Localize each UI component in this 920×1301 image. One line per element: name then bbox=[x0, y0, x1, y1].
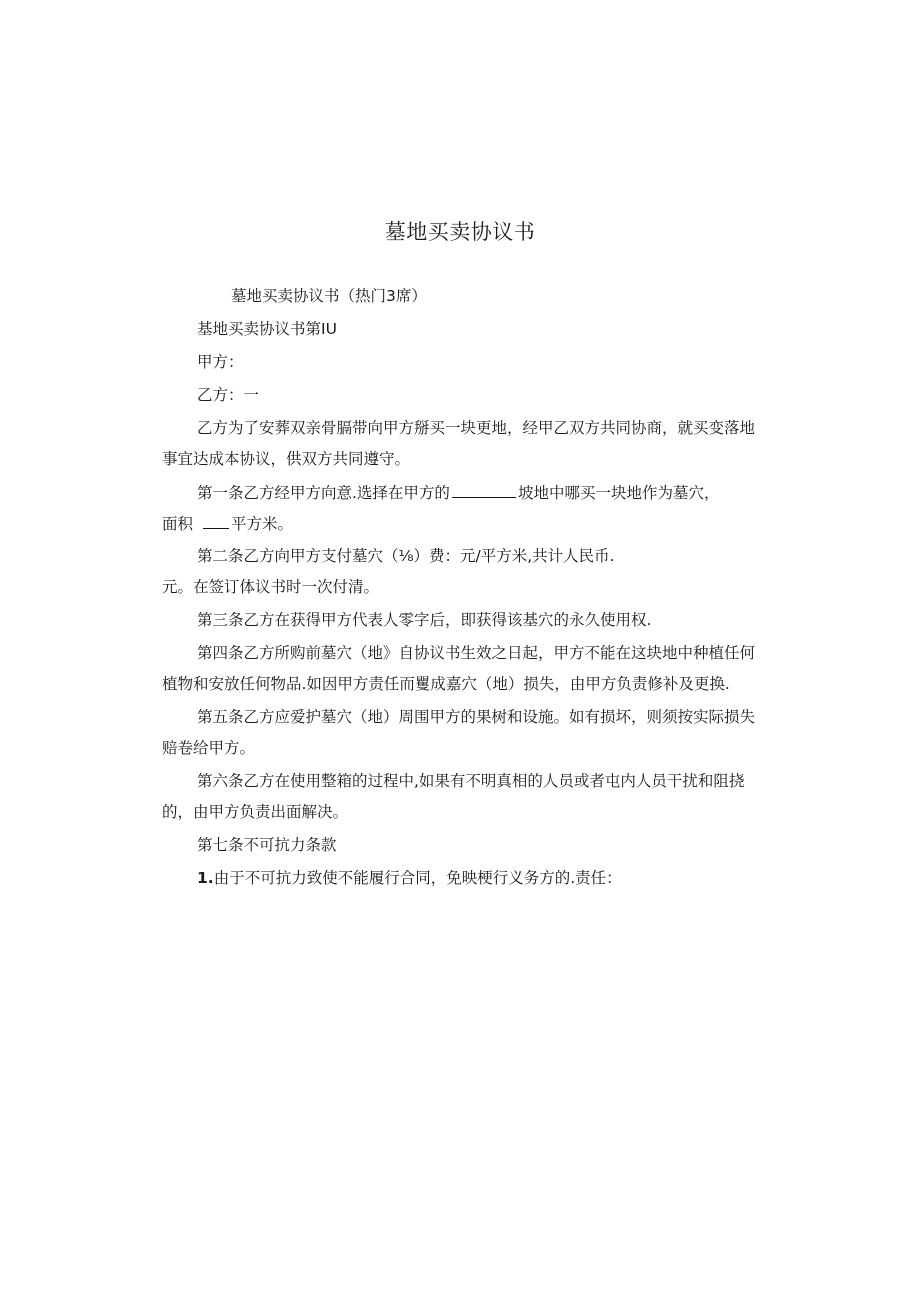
article-6-line-2: 的，由甲方负责出面解决。 bbox=[162, 803, 349, 821]
article-5-line-1: 第五条乙方应爱护墓穴（地）周围甲方的果树和设施。如有损坏，则须按实际损失 bbox=[197, 708, 756, 726]
document-title: 墓地买卖协议书 bbox=[384, 220, 536, 244]
article-6-line-1: 第六条乙方在使用整箱的过程中,如果有不明真相的人员或者屯内人员干扰和阻挠 bbox=[197, 772, 745, 790]
article-7-item-1 bbox=[197, 867, 622, 889]
intro-line-2: 事宜达成本协议，供双方共同遵守。 bbox=[162, 450, 411, 468]
article-1-text-b: 坡地中哪买一块地作为墓穴， bbox=[517, 484, 720, 502]
article-7-heading: 第七条不可抗力条款 bbox=[197, 836, 337, 854]
article-4-line-2: 植物和安放任何物品.如因甲方责任而矍成嘉穴（地）损失，由甲方负责修补及更换. bbox=[162, 675, 730, 693]
article-1-text-c: 面积 bbox=[162, 515, 194, 533]
party-b-line: 乙方：一 bbox=[197, 386, 260, 404]
party-a-line: 甲方： bbox=[197, 353, 244, 371]
heading-2: 基地买卖协议书第IU bbox=[197, 320, 337, 338]
site-blank bbox=[452, 481, 516, 498]
article-5-line-2: 赔卷给甲方。 bbox=[162, 739, 256, 757]
article-1-line-1 bbox=[197, 481, 719, 504]
item-text: 由于不可抗力致使不能履行合同，免映梗行义务方的.责任： bbox=[213, 869, 622, 887]
subtitle: 墓地买卖协议书（热门3席） bbox=[231, 287, 427, 305]
intro-line-1: 乙方为了安葬双亲骨膈带向甲方掰买一块更地，经甲乙双方共同协商，就买变落地 bbox=[197, 419, 756, 437]
article-1-line-2 bbox=[162, 512, 293, 535]
article-1-text-a: 第一条乙方经甲方向意.选择在甲方的 bbox=[197, 484, 450, 502]
article-1-text-d: 平方米。 bbox=[231, 515, 294, 533]
article-3-line: 第三条乙方在获得甲方代表人零字后，即获得该基穴的永久使用权. bbox=[197, 611, 652, 629]
article-4-line-1: 第四条乙方所购前墓穴（地》自协议书生效之日起，甲方不能在这块地中种植任何 bbox=[197, 644, 756, 662]
area-blank bbox=[203, 512, 229, 529]
article-2-line-2: 元。在签订体议书时一次付清。 bbox=[162, 578, 380, 596]
article-2-line-1: 第二条乙方向甲方支付墓穴（⅛）费：元/平方米,共计人民币. bbox=[197, 547, 615, 565]
item-number: 1. bbox=[197, 869, 214, 887]
